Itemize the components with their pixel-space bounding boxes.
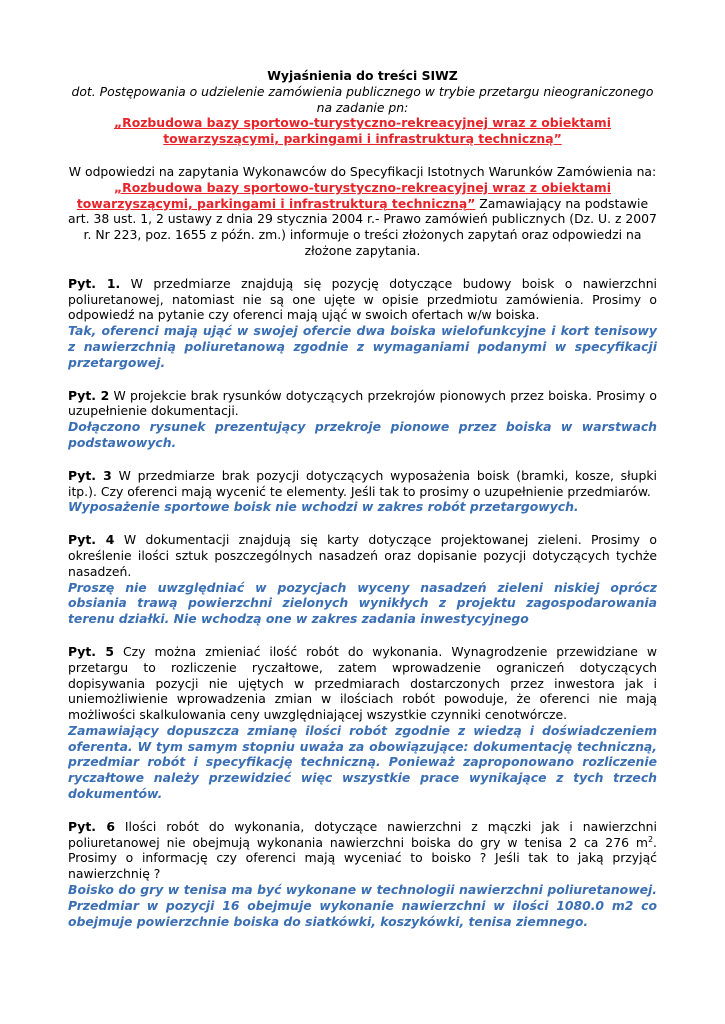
question-label: Pyt. 3 (68, 467, 112, 483)
question-label: Pyt. 1. (68, 275, 121, 291)
subtitle-line-2: na zadanie pn: (316, 99, 409, 115)
question-label: Pyt. 2 (68, 387, 110, 403)
question-2 (68, 388, 657, 451)
subtitle-line-1: dot. Postępowania o udzielenie zamówienia publicznego w trybie przetargu nieograniczonego (71, 83, 654, 99)
question-4 (68, 532, 657, 627)
answer-text: Proszę nie uwzględniać w pozycjach wyceny nasadzeń zieleni niskiej oprócz obsiania trawą powierzchni zielonych wynikłych z projektu zagospodarowania terenu działki. Nie wchodzą one w zakres zadania inwestycyjnego (68, 579, 657, 627)
question-label: Pyt. 4 (68, 532, 115, 548)
project-name-line-2: towarzyszącymi, parkingami i infrastrukturą techniczną” (163, 131, 562, 147)
answer-text: Zamawiający dopuszcza zmianę ilości robót zgodnie z wiedzą i doświadczeniem oferenta. W tym samym stopniu uważa za obowiązujące: dokumentację techniczną, przedmiar robót i specyfikację techniczną. Ponieważ zaproponowano rozliczenie ryczałtowe należy przewidzieć więc wszystkie prace wynikające z tych trzech dokumentów. (68, 722, 657, 802)
intro-project-name-2: towarzyszącymi, parkingami i infrastrukturą techniczną” (76, 195, 476, 211)
intro-project-name-1: „Rozbudowa bazy sportowo-turystyczno-rekreacyjnej wraz z obiektami (114, 179, 611, 195)
question-text: W projekcie brak rysunków dotyczących przekrojów pionowych przez boiska. Prosimy o uzupełnienie dokumentacji. (68, 387, 657, 419)
question-label: Pyt. 5 (68, 643, 115, 659)
answer-text: Tak, oferenci mają ująć w swojej ofercie dwa boiska wielofunkcyjne i kort tenisowy z nawierzchnią poliuretanową zgodnie z wymaganiami podanymi w specyfikacji przetargowej. (68, 323, 657, 370)
question-3 (68, 468, 657, 515)
question-text: W przedmiarze znajdują się pozycję dotyczące budowy boisk o nawierzchni poliuretanowej, natomiast nie są one ujęte w opisie przedmiotu zamówienia. Prosimy o odpowiedź na pytanie czy oferenci mają ująć w swoich ofertach w/w boiska. (68, 275, 657, 323)
document-title: Wyjaśnienia do treści SIWZ (267, 68, 458, 83)
question-text: Czy można zmieniać ilość robót do wykonania. Wynagrodzenie przewidziane w przetargu to rozliczenie ryczałtowe, zatem wprowadzenie ograniczeń dotyczących dopisywania pozycji nie ujętych w przedmiarach dostarczonych przez inwestora jak i uniemożliwienie wprowadzenia zmian w ilościach robót powoduje, że oferenci nie mają możliwości skalkulowania ceny uwzględniającej wszystkie czynniki cenotwórcze. (68, 643, 657, 723)
answer-text: Dołączono rysunek prezentujący przekroje pionowe przez boiska w warstwach podstawowych. (68, 419, 657, 450)
question-text: Ilości robót do wykonania, dotyczące nawierzchni z mączki jak i nawierzchni poliuretanowej nie obejmują wykonania nawierzchni boiska do gry w tenisa 2 ca 276 m (68, 818, 657, 850)
question-label: Pyt. 6 (68, 818, 115, 834)
question-text: W dokumentacji znajdują się karty dotyczące projektowanej zieleni. Prosimy o określenie ilości sztuk poszczególnych nasadzeń oraz dopisanie pozycji dotyczących tychże nasadzeń. (68, 532, 657, 579)
question-5 (68, 644, 657, 802)
intro-paragraph (68, 164, 657, 259)
question-text: W przedmiarze brak pozycji dotyczących wyposażenia boisk (bramki, kosze, słupki itp.). Czy oferenci mają wycenić te elementy. Jeśli tak to prosimy o uzupełnienie przedmiarów. (68, 467, 657, 499)
question-text-end: . Prosimy o informację czy oferenci mają wyceniać to boisko ? Jeśli tak to jaką przyjąć nawierzchnię ? (68, 834, 657, 882)
intro-text-after: Zamawiający na podstawie art. 38 ust. 1, 2 ustawy z dnia 29 stycznia 2004 r.- Prawo zamówień publicznych (Dz. U. z 2007 r. Nr 223, poz. 1655 z późn. zm.) informuje o treści złożonych zapytań oraz odpowiedzi na złożone zapytania. (68, 195, 657, 258)
document-page (68, 68, 657, 929)
question-6 (68, 819, 657, 930)
intro-text-before: W odpowiedzi na zapytania Wykonawców do Specyfikacji Istotnych Warunków Zamówienia na: (68, 163, 657, 179)
question-1 (68, 276, 657, 371)
answer-text: Wyposażenie sportowe boisk nie wchodzi w zakres robót przetargowych. (68, 499, 579, 515)
project-name-line-1: „Rozbudowa bazy sportowo-turystyczno-rekreacyjnej wraz z obiektami (114, 115, 611, 131)
superscript: 2 (647, 834, 654, 844)
answer-text: Boisko do gry w tenisa ma być wykonane w technologii nawierzchni poliuretanowej. Przedmiar w pozycji 16 obejmuje wykonanie nawierzchni w ilości 1080.0 m2 co obejmuje powierzchnie boiska do siatkówki, koszykówki, tenisa ziemnego. (68, 882, 657, 929)
